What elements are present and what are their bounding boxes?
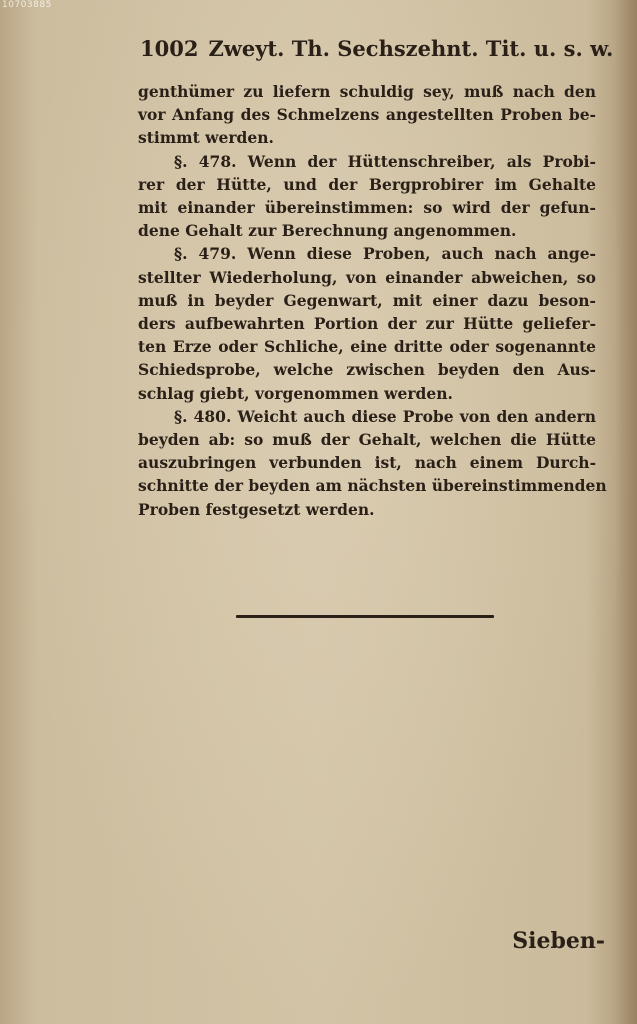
running-header [140, 36, 614, 61]
paragraph-479-start: §. 479. Wenn diese Proben, auch nach ange- [174, 244, 596, 264]
text-line: rer der Hütte, und der Bergprobirer im Gehalte [138, 174, 596, 194]
text-line: stimmt werden. [138, 128, 274, 148]
text-line: schnitte der beyden am nächsten übereinstimmenden [138, 476, 607, 496]
page-number: 1002 [140, 36, 199, 61]
section-divider-rule [236, 615, 494, 618]
text-line: schlag giebt, vorgenommen werden. [138, 383, 453, 403]
text-line: beyden ab: so muß der Gehalt, welchen die Hütte [138, 430, 596, 450]
text-line: mit einander übereinstimmen: so wird der gefun- [138, 198, 596, 218]
text-line: stellter Wiederholung, von einander abweichen, so [138, 267, 596, 287]
text-line: muß in beyder Gegenwart, mit einer dazu beson- [138, 290, 596, 310]
scan-id-label: 10703885 [2, 0, 52, 10]
paragraph-480-start: §. 480. Weicht auch diese Probe von den andern [174, 406, 596, 426]
catchword: Sieben- [512, 928, 605, 954]
text-line: ten Erze oder Schliche, eine dritte oder sogenannte [138, 337, 596, 357]
text-line: auszubringen verbunden ist, nach einem Durch- [138, 453, 596, 473]
running-title: Zweyt. Th. Sechszehnt. Tit. u. s. w. [208, 36, 614, 61]
paragraph-478-start: §. 478. Wenn der Hüttenschreiber, als Probi- [174, 151, 596, 171]
text-line: Schiedsprobe, welche zwischen beyden den Aus- [138, 360, 596, 380]
text-line: genthümer zu liefern schuldig sey, muß nach den [138, 82, 596, 101]
text-line: Proben festgesetzt werden. [138, 499, 375, 519]
main-text [138, 80, 607, 521]
text-line: vor Anfang des Schmelzens angestellten Proben be- [138, 105, 596, 125]
text-line: dene Gehalt zur Berechnung angenommen. [138, 221, 517, 241]
text-line: ders aufbewahrten Portion der zur Hütte geliefer- [138, 314, 596, 334]
